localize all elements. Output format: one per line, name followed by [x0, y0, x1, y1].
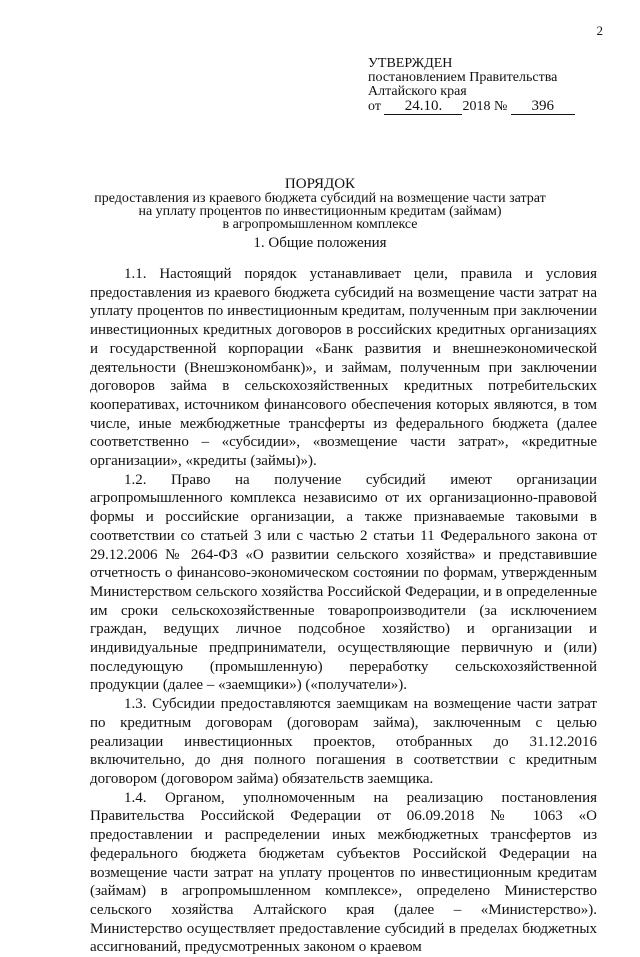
approval-number-label: № — [493, 99, 508, 114]
approval-year: 2018 — [462, 99, 491, 114]
approval-line-2: Алтайского края — [368, 84, 467, 99]
document-title-block — [60, 176, 580, 231]
paragraph-1-4: 1.4. Органом, уполномоченным на реализацию постановления Правительства Российской Федерации от 06.09.2018 № 1063 «О предоставлении и распределении иных межбюджетных трансфертов из федерального бюджета бюджетам субъектов Российской Федерации на возмещение части затрат на уплату процентов по инвестиционным кредитам (займам) в агропромышленном комплексе», определено Министерство сельского хозяйства Алтайского края (далее – «Министерство»). Министерство осуществляет предоставление субсидий в пределах бюджетных ассигнований, предусмотренных законом о краевом — [90, 789, 597, 956]
approval-number: 396 — [511, 99, 575, 115]
approval-date: 24.10. — [384, 99, 462, 115]
approval-heading: УТВЕРЖДЕН — [368, 56, 453, 71]
section-title: 1. Общие положения — [253, 235, 387, 251]
approval-from-label: от — [368, 99, 381, 114]
paragraph-1-1: 1.1. Настоящий порядок устанавливает цели, правила и условия предоставления из краевого бюджета субсидий на возмещение части затрат на уплату процентов по инвестиционным кредитам, полученным при заключении инвестиционных кредитных договоров в российских кредитных организациях и государственной корпорации «Банк развития и внешнеэкономической деятельности (Внешэкономбанк)», и займам, полученным при заключении договоров займа в сельскохозяйственных кредитных потребительских кооперативах, источником финансового обеспечения которых являются, в том числе, иные межбюджетные трансферты из федерального бюджета (далее соответственно – «субсидии», «возмещение части затрат», «кредитные организации», «кредиты (займы)»). — [90, 266, 597, 470]
approval-stamp — [368, 57, 618, 115]
approval-line-1: постановлением Правительства — [368, 70, 558, 85]
document-subtitle-line: на уплату процентов по инвестиционным кредитам (займам) — [138, 204, 502, 219]
document-body — [90, 265, 597, 957]
paragraph-1-2: 1.2. Право на получение субсидий имеют организации агропромышленного комплекса независимо от их организационно-правовой формы и российские организации, а также признаваемые таковыми в соответствии со статьей 3 или с частью 2 статьи 11 Федерального закона от 29.12.2006 № 264-ФЗ «О развитии сельского хозяйства» и представившие отчетность о финансово-экономическом состоянии по формам, утвержденным Министерством сельского хозяйства Российской Федерации, и в определенные им сроки сельскохозяйственные товаропроизводители (за исключением граждан, ведущих личное подсобное хозяйство) и организации и индивидуальные предприниматели, осуществляющие первичную и (или) последующую (промышленную) переработку сельскохозяйственной продукции (далее – «заемщики») («получатели»). — [90, 471, 597, 694]
document-subtitle-line: предоставления из краевого бюджета субсидий на возмещение части затрат — [94, 191, 546, 206]
page-number: 2 — [596, 23, 603, 38]
approval-date-line — [368, 99, 618, 115]
document-title: ПОРЯДОК — [284, 176, 356, 192]
document-subtitle-line: в агропромышленном комплексе — [222, 217, 418, 232]
paragraph-1-3: 1.3. Субсидии предоставляются заемщикам на возмещение части затрат по кредитным договорам (договорам займа), заключенным с целью реализации инвестиционных проектов, отобранных до 31.12.2016 включительно, до дня полного погашения в соответствии с кредитным договором (договором займа) обязательств заемщика. — [90, 696, 597, 787]
